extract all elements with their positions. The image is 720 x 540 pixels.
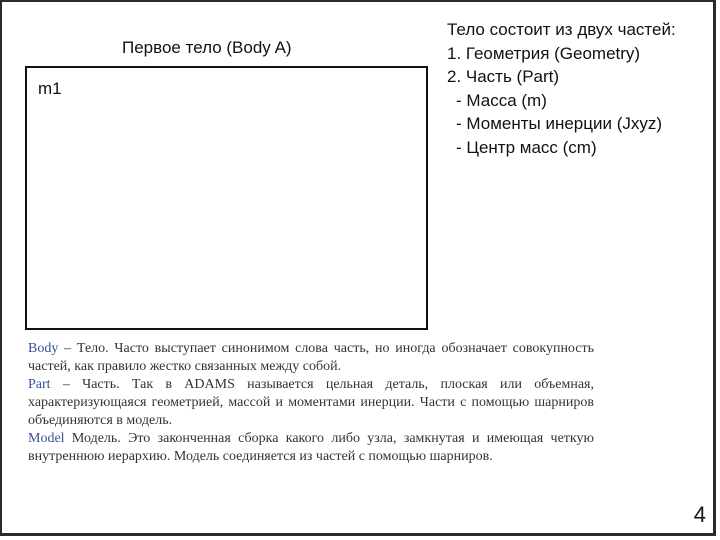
info-line-heading: Тело состоит из двух частей: [447,20,676,39]
definition-part [28,376,594,430]
body-box [25,66,428,330]
info-line-part: 2. Часть (Part) [447,67,560,86]
info-line-inertia: - Моменты инерции (Jxyz) [456,114,663,133]
definition-model [28,430,594,466]
body-box-label: m1 [38,79,62,98]
definition-body [28,340,594,376]
info-line-mass: - Масса (m) [456,90,547,110]
info-list [447,18,712,159]
info-line-geometry: 1. Геометрия (Geometry) [447,43,641,63]
definitions [28,340,594,466]
definition-term: Body [28,341,59,356]
page-number: 4 [693,502,706,527]
definition-text: – Тело. Часто выступает синонимом слова часть, но иногда обозначает совокупность частей, как правило жестко связанных между собой. [28,341,594,374]
definition-text: – Часть. Так в ADAMS называется цельная деталь, плоская или объемная, характеризующаяся геометрией, массой и моментами инерции. Части с помощью шарниров объединяются в модель. [28,377,594,428]
definition-term: Model [28,431,65,446]
body-title: Первое тело (Body A) [122,38,292,57]
info-line-center-of-mass: - Центр масс (cm) [456,137,597,157]
definition-term: Part [28,377,51,392]
definition-text: Модель. Это законченная сборка какого либо узла, замкнутая и имеющая четкую внутреннюю иерархию. Модель соединяется из частей с помощью шарниров. [28,431,594,464]
